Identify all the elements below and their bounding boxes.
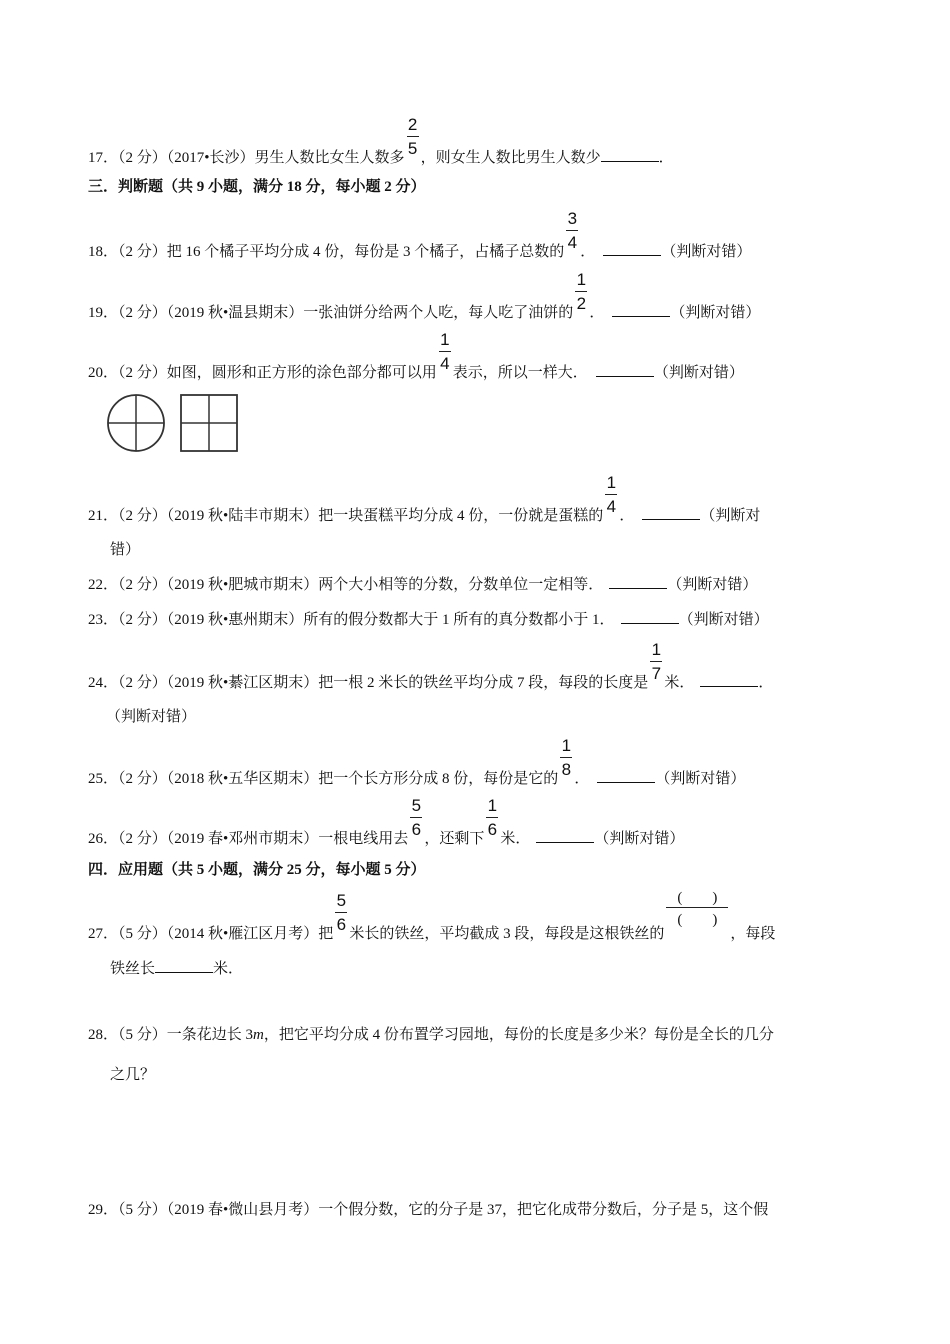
fraction [648, 640, 664, 687]
fraction [558, 736, 574, 783]
fraction-numerator: 1 [440, 330, 450, 349]
question-27 [88, 890, 890, 944]
answer-blank[interactable] [700, 672, 758, 687]
question-text: 把一根 2 米长的铁丝平均分成 7 段，每段的长度是 [318, 675, 649, 691]
fraction-bar [560, 757, 572, 758]
question-number: 18． [88, 244, 119, 260]
answer-blank[interactable] [609, 574, 667, 589]
question-source: （2019 秋•肥城市期末） [166, 577, 319, 593]
question-source: （2019 秋•陆丰市期末） [166, 508, 319, 524]
question-26 [88, 796, 890, 849]
question-text: 把 [318, 926, 334, 942]
fraction-numerator: 3 [567, 209, 578, 228]
question-29 [88, 1200, 890, 1220]
question-source: （2019 秋•惠州期末） [166, 612, 304, 628]
fraction-numerator: 5 [336, 891, 347, 910]
question-source: （2019 春•微山县月考） [166, 1202, 319, 1218]
question-number: 24． [88, 675, 119, 691]
fraction-denominator: 6 [487, 820, 498, 839]
question-24 [88, 640, 890, 693]
answer-blank[interactable] [642, 505, 700, 520]
question-21-continuation: 错） [110, 542, 141, 558]
question-19 [88, 270, 890, 323]
fraction-bar [666, 907, 728, 908]
question-score: （2 分） [118, 305, 167, 321]
fraction [408, 796, 424, 843]
answer-fraction-numerator[interactable]: ( ) [677, 890, 718, 906]
question-text: ． [589, 305, 605, 321]
question-score: （2 分） [118, 577, 167, 593]
answer-blank[interactable] [596, 362, 654, 377]
question-28-continuation: 之几？ [110, 1067, 156, 1083]
question-text: 铁丝长 [110, 961, 156, 977]
question-25 [88, 736, 890, 789]
question-score: （2 分） [118, 831, 167, 847]
fraction-bar [566, 230, 578, 231]
fraction-numerator: 1 [576, 270, 587, 289]
question-22 [88, 574, 890, 595]
question-score: （2 分） [118, 508, 167, 524]
fraction [333, 891, 349, 938]
fraction-bar [410, 817, 422, 818]
section-heading-judgement: 三．判断题（共 9 小题，满分 18 分，每小题 2 分） [88, 179, 426, 195]
unit: m [253, 1027, 264, 1043]
question-text: 男生人数比女生人数多 [254, 150, 405, 166]
judge-hint: （判断对 [700, 508, 761, 524]
answer-blank[interactable] [621, 609, 679, 624]
judge-hint: （判断对错） [661, 244, 752, 260]
fraction [484, 796, 500, 843]
question-20 [88, 330, 890, 383]
question-18 [88, 209, 890, 262]
question-source: （2019 秋•温县期末） [166, 305, 304, 321]
fraction-numerator: 1 [606, 473, 617, 492]
fraction-denominator: 4 [440, 354, 450, 373]
question-text: 两个大小相等的分数，分数单位一定相等． [318, 577, 604, 593]
fraction-bar [650, 661, 662, 662]
judge-hint: （判断对错） [594, 831, 685, 847]
question-27-continuation [110, 958, 890, 979]
fraction [603, 473, 619, 520]
fraction-numerator: 5 [411, 796, 422, 815]
answer-blank[interactable] [155, 958, 213, 973]
question-text: 米长的铁丝，平均截成 3 段，每段是这根铁丝的 [349, 926, 665, 942]
question-text: 一根电线用去 [318, 831, 409, 847]
question-number: 27． [88, 926, 119, 942]
question-text: 表示，所以一样大． [452, 365, 588, 381]
fraction-bar [335, 912, 347, 913]
fraction-denominator: 4 [606, 497, 617, 516]
question-number: 25． [88, 771, 119, 787]
question-text: 米． [213, 961, 244, 977]
question-text: 把 16 个橘子平均分成 4 份，每份是 3 个橘子，占橘子总数的 [166, 244, 565, 260]
judge-hint: （判断对错） [667, 577, 758, 593]
fraction-numerator: 2 [407, 115, 418, 134]
fraction-bar [605, 494, 617, 495]
question-number: 23． [88, 612, 119, 628]
fraction [564, 209, 580, 256]
question-source: （2017•长沙） [166, 150, 255, 166]
answer-blank[interactable] [536, 828, 594, 843]
shapes-figure [106, 392, 240, 454]
judge-hint: （判断对错） [655, 771, 746, 787]
answer-fraction-blank[interactable] [664, 890, 730, 938]
fraction-denominator: 5 [407, 139, 418, 158]
question-number: 22． [88, 577, 119, 593]
question-number: 20． [88, 365, 119, 381]
question-source: （2019 春•邓州市期末） [166, 831, 319, 847]
answer-blank[interactable] [603, 241, 661, 256]
question-source: （2019 秋•綦江区期末） [166, 675, 319, 691]
question-score: （2 分） [118, 365, 167, 381]
answer-blank[interactable] [597, 768, 655, 783]
fraction-denominator: 2 [576, 294, 587, 313]
fraction-bar [486, 817, 498, 818]
fraction-numerator: 1 [487, 796, 498, 815]
fraction-bar [439, 351, 451, 352]
question-number: 29． [88, 1202, 119, 1218]
question-text: 把一个长方形分成 8 份，每份是它的 [318, 771, 559, 787]
question-number: 21． [88, 508, 119, 524]
fraction-bar [407, 136, 419, 137]
question-28 [88, 1025, 890, 1045]
fraction [573, 270, 589, 317]
question-text: ． [580, 244, 596, 260]
fraction-denominator: 7 [651, 664, 662, 683]
judge-hint: （判断对错） [653, 365, 744, 381]
question-text: 米． [500, 831, 531, 847]
question-number: 28． [88, 1027, 119, 1043]
fraction-numerator: 1 [561, 736, 572, 755]
fraction-numerator: 1 [651, 640, 662, 659]
question-text: ，每段 [730, 926, 776, 942]
answer-blank[interactable] [601, 147, 659, 162]
question-text: 一条花边长 3 [166, 1027, 254, 1043]
question-score: （2 分） [118, 244, 167, 260]
answer-blank[interactable] [612, 302, 670, 317]
question-23 [88, 609, 890, 630]
question-text: 所有的假分数都大于 1 所有的真分数都小于 1． [303, 612, 615, 628]
question-text: 一张油饼分给两个人吃，每人吃了油饼的 [303, 305, 574, 321]
section-heading-application: 四．应用题（共 5 小题，满分 25 分，每小题 5 分） [88, 862, 426, 878]
question-text: ． [574, 771, 590, 787]
question-source: （2018 秋•五华区期末） [166, 771, 319, 787]
question-text: ． [758, 675, 774, 691]
question-text: 如图，圆形和正方形的涂色部分都可以用 [166, 365, 437, 381]
question-number: 19． [88, 305, 119, 321]
fraction [405, 115, 421, 162]
question-text: ，则女生人数比男生人数少 [420, 150, 601, 166]
question-24-continuation: （判断对错） [106, 709, 197, 725]
fraction-bar [575, 291, 587, 292]
answer-fraction-denominator[interactable]: ( ) [677, 912, 718, 928]
judge-hint: （判断对错） [678, 612, 769, 628]
fraction-denominator: 6 [411, 820, 422, 839]
question-text: ，把它平均分成 4 份布置学习园地，每份的长度是多少米？每份是全长的几分 [263, 1027, 774, 1043]
judge-hint: （判断对错） [670, 305, 761, 321]
fraction-denominator: 6 [336, 915, 347, 934]
question-score: （5 分） [118, 1202, 167, 1218]
question-score: （2 分） [118, 150, 167, 166]
question-source: （2014 秋•雁江区月考） [166, 926, 319, 942]
fraction [437, 330, 453, 377]
question-text: ． [658, 150, 674, 166]
question-21 [88, 473, 890, 526]
question-text: 米． [664, 675, 695, 691]
fraction-denominator: 4 [567, 233, 578, 252]
question-score: （2 分） [118, 612, 167, 628]
question-text: 一个假分数，它的分子是 37，把它化成带分数后，分子是 5，这个假 [318, 1202, 769, 1218]
question-number: 17． [88, 150, 119, 166]
question-score: （5 分） [118, 926, 167, 942]
question-17 [88, 115, 890, 168]
question-score: （5 分） [118, 1027, 167, 1043]
question-score: （2 分） [118, 675, 167, 691]
question-number: 26． [88, 831, 119, 847]
question-text: ，还剩下 [424, 831, 485, 847]
question-text: 把一块蛋糕平均分成 4 份，一份就是蛋糕的 [318, 508, 604, 524]
question-score: （2 分） [118, 771, 167, 787]
question-text: ． [619, 508, 635, 524]
fraction-denominator: 8 [561, 760, 572, 779]
